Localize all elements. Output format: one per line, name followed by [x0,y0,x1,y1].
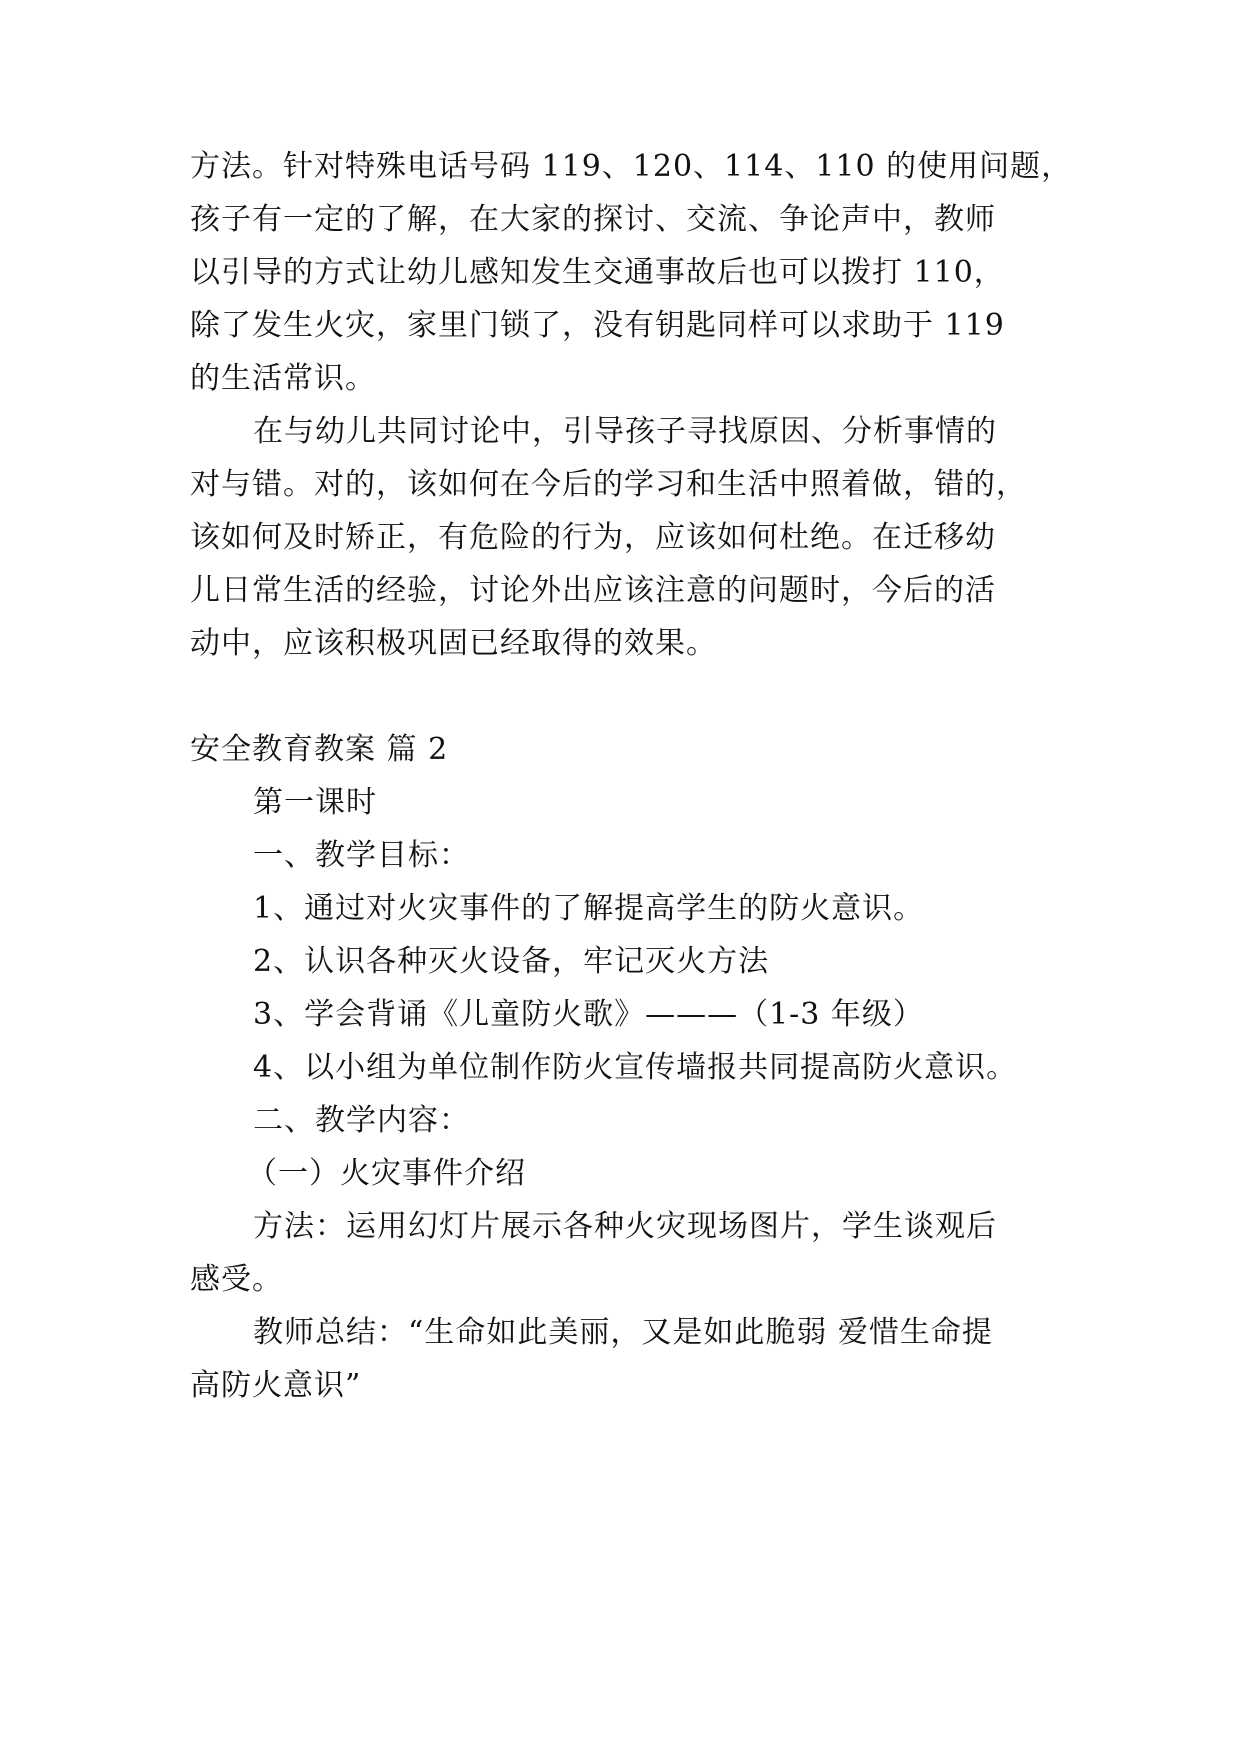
paragraph-line: 动中，应该积极巩固已经取得的效果。 [190,626,717,661]
method-line: 感受。 [190,1262,283,1297]
lesson-title: 第一课时 [253,785,377,820]
paragraph-line: 对与错。对的，该如何在今后的学习和生活中照着做，错的， [190,467,1027,502]
objective-item: 3、学会背诵《儿童防火歌》———（1-3 年级） [253,997,924,1032]
objective-item: 4、以小组为单位制作防火宣传墙报共同提高防火意识。 [253,1050,1018,1085]
method-line: 方法：运用幻灯片展示各种火灾现场图片，学生谈观后 [253,1209,997,1244]
paragraph-line: 该如何及时矫正，有危险的行为，应该如何杜绝。在迁移幼 [190,520,996,555]
paragraph-line: 在与幼儿共同讨论中，引导孩子寻找原因、分析事情的 [253,414,997,449]
paragraph-line: 以引导的方式让幼儿感知发生交通事故后也可以拨打 110， [190,255,1005,290]
paragraph-line: 儿日常生活的经验，讨论外出应该注意的问题时，今后的活 [190,573,996,608]
paragraph-line: 除了发生火灾，家里门锁了，没有钥匙同样可以求助于 119 [190,308,1005,343]
summary-line: 教师总结：“生命如此美丽，又是如此脆弱 爱惜生命提 [253,1315,993,1350]
paragraph-line: 方法。针对特殊电话号码 119、120、114、110 的使用问题， [190,149,1073,184]
objective-item: 1、通过对火灾事件的了解提高学生的防火意识。 [253,891,925,926]
content-heading: 二、教学内容： [253,1103,470,1138]
section-heading: 安全教育教案 篇 2 [190,732,449,767]
paragraph-line: 孩子有一定的了解，在大家的探讨、交流、争论声中，教师 [190,202,996,237]
subsection-title: （一）火灾事件介绍 [247,1156,526,1191]
paragraph-line: 的生活常识。 [190,361,376,396]
summary-line: 高防火意识” [190,1368,362,1403]
objective-item: 2、认识各种灭火设备，牢记灭火方法 [253,944,770,979]
objectives-heading: 一、教学目标： [253,838,470,873]
